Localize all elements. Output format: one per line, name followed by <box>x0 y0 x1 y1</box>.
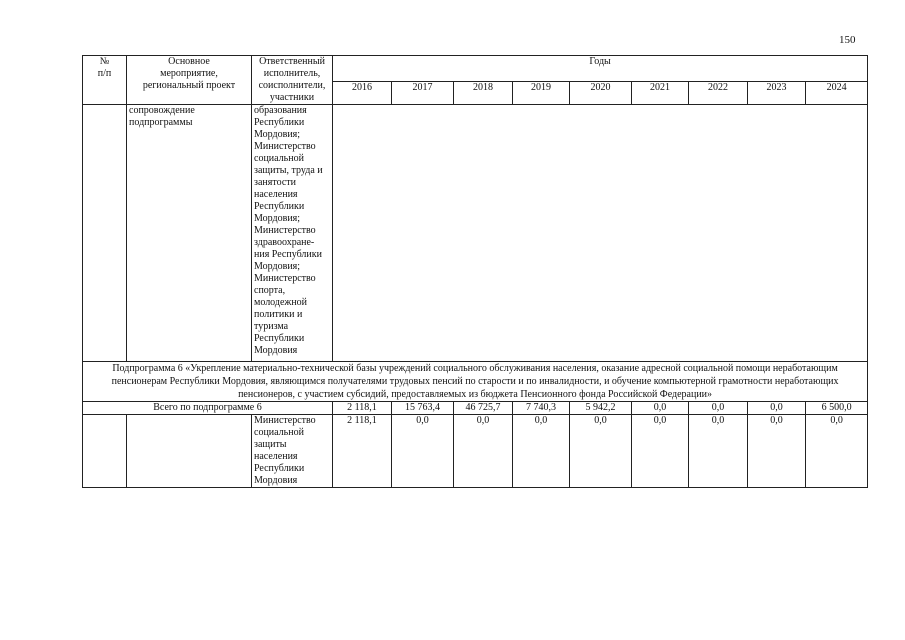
year-cell: 2020 <box>570 82 632 105</box>
ministry-value: 0,0 <box>806 415 868 488</box>
continuation-responsible-text: образования Республики Мордовия; Министерство социальной защиты, труда и занятости населения Республики Мордовия; Министерство здравоохране- ния Республики Мордовия; Министерство спорта, молодежной политики и туризма Республики Мордовия <box>254 105 323 356</box>
ministry-value: 0,0 <box>632 415 689 488</box>
ministry-value: 0,0 <box>392 415 454 488</box>
ministry-value: 2 118,1 <box>333 415 392 488</box>
header-row <box>83 56 868 82</box>
ministry-responsible-text: Министерство социальной защиты населения Республики Мордовия <box>254 415 316 486</box>
year-cell: 2017 <box>392 82 454 105</box>
continuation-number-cell <box>83 105 127 362</box>
year-cell: 2016 <box>333 82 392 105</box>
total-value: 6 500,0 <box>806 402 868 415</box>
total-value: 0,0 <box>748 402 806 415</box>
continuation-event-cell <box>127 105 252 362</box>
header-number-label: № п/п <box>97 56 112 79</box>
header-years-label: Годы <box>589 56 611 67</box>
subprogram-title: Подпрограмма 6 «Укрепление материально-технической базы учреждений социального обслуживания населения, оказание адресной социальной помощи неработающим пенсионерам Республики Мордовия, являющимся получателями трудовых пенсий по старости и по инвалидности, и обучение компьютерной грамотности неработающих пенсионеров, с участием субсидий, предоставляемых из бюджета Пенсионного фонда Российской Федерации» <box>83 362 868 402</box>
ministry-value: 0,0 <box>689 415 748 488</box>
total-value: 0,0 <box>632 402 689 415</box>
page-number: 150 <box>839 34 856 46</box>
year-cell: 2022 <box>689 82 748 105</box>
ministry-event-cell <box>127 415 252 488</box>
total-value: 0,0 <box>689 402 748 415</box>
ministry-value: 0,0 <box>454 415 513 488</box>
ministry-responsible-cell <box>252 415 333 488</box>
ministry-value: 0,0 <box>513 415 570 488</box>
year-cell: 2021 <box>632 82 689 105</box>
subprogram-total-row <box>83 402 868 415</box>
total-value: 7 740,3 <box>513 402 570 415</box>
continuation-event-text: сопровождение подпрограммы <box>129 105 195 128</box>
year-cell: 2018 <box>454 82 513 105</box>
year-cell: 2023 <box>748 82 806 105</box>
header-number <box>83 56 127 105</box>
ministry-value: 0,0 <box>570 415 632 488</box>
total-value: 15 763,4 <box>392 402 454 415</box>
ministry-row <box>83 415 868 488</box>
continuation-empty-years <box>333 105 868 362</box>
subprogram-title-row <box>83 362 868 402</box>
year-cell: 2019 <box>513 82 570 105</box>
header-years <box>333 56 868 82</box>
header-event <box>127 56 252 105</box>
header-responsible <box>252 56 333 105</box>
continuation-responsible-cell <box>252 105 333 362</box>
total-value: 5 942,2 <box>570 402 632 415</box>
header-responsible-label: Ответственный исполнитель, соисполнители, участники <box>258 56 326 103</box>
total-value: 46 725,7 <box>454 402 513 415</box>
funding-table <box>82 55 868 488</box>
ministry-number-cell <box>83 415 127 488</box>
subprogram-total-label: Всего по подпрограмме 6 <box>83 402 333 415</box>
total-value: 2 118,1 <box>333 402 392 415</box>
header-event-label: Основное мероприятие, региональный проект <box>142 56 236 91</box>
ministry-value: 0,0 <box>748 415 806 488</box>
year-cell: 2024 <box>806 82 868 105</box>
continuation-row <box>83 105 868 362</box>
